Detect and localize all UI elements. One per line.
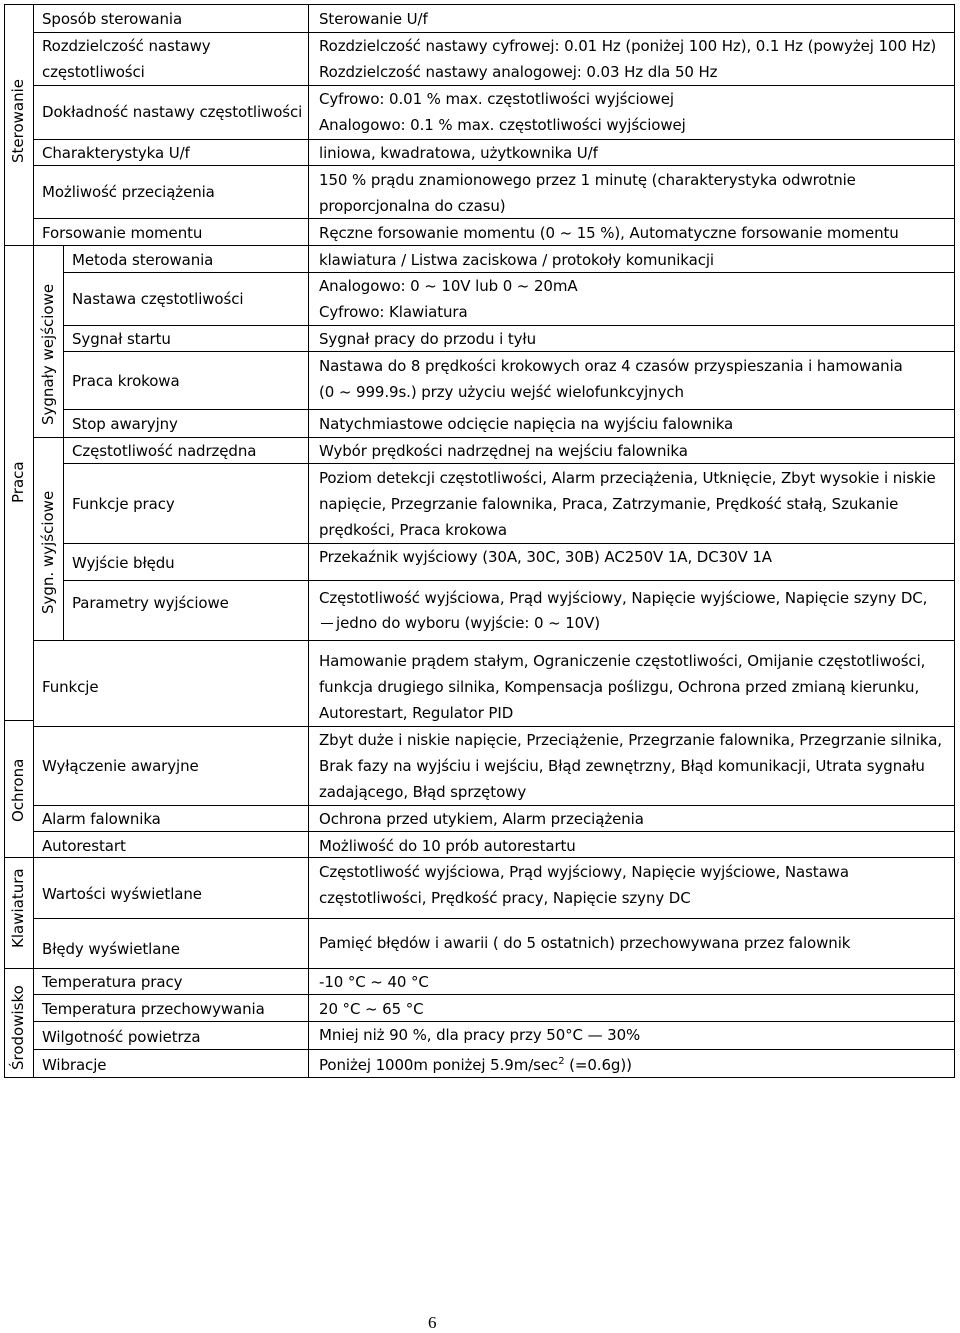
label-temp-pracy: Temperatura pracy xyxy=(42,973,183,991)
value-stop: Natychmiastowe odcięcie napięcia na wyjściu falownika xyxy=(319,415,734,433)
row-divider xyxy=(34,32,955,33)
row-divider xyxy=(64,272,955,273)
group-ochrona-label: Ochrona xyxy=(9,758,27,822)
value-funkcje-1: Hamowanie prądem stałym, Ograniczenie częstotliwości, Omijanie częstotliwości, xyxy=(319,652,926,670)
row-divider xyxy=(34,994,955,995)
page-number: 6 xyxy=(428,1313,437,1332)
group-divider-funkcje xyxy=(34,640,955,641)
row-divider xyxy=(64,325,955,326)
label-autorestart: Autorestart xyxy=(42,837,126,855)
value-wibracje-tail: (=0.6g)) xyxy=(564,1056,632,1074)
row-divider xyxy=(34,85,955,86)
label-nastawa: Nastawa częstotliwości xyxy=(72,290,244,308)
value-temp-pracy: -10 °C ~ 40 °C xyxy=(319,973,429,991)
value-sygnal-startu: Sygnał pracy do przodu i tyłu xyxy=(319,330,536,348)
subgroup-divider xyxy=(34,437,64,438)
value-wartosci-1: Częstotliwość wyjściowa, Prąd wyjściowy, Napięcie wyjściowe, Nastawa xyxy=(319,863,849,881)
row-divider xyxy=(34,165,955,166)
value-autorestart: Możliwość do 10 prób autorestartu xyxy=(319,837,576,855)
label-przeciazenie: Możliwość przeciążenia xyxy=(42,183,215,201)
value-praca-krokowa-1: Nastawa do 8 prędkości krokowych oraz 4 czasów przyspieszania i hamowania xyxy=(319,357,903,375)
row-divider xyxy=(34,1049,955,1050)
table-border-bottom xyxy=(4,1077,955,1078)
group-srodowisko-label: Środowisko xyxy=(9,985,27,1070)
row-divider xyxy=(64,409,955,410)
label-funkcje: Funkcje xyxy=(42,678,99,696)
value-forsowanie: Ręczne forsowanie momentu (0 ~ 15 %), Automatyczne forsowanie momentu xyxy=(319,224,899,242)
group-sygn-wyjsciowe-label: Sygn. wyjściowe xyxy=(39,490,57,614)
row-divider xyxy=(64,463,955,464)
label-rozdzielczosc-1: Rozdzielczość nastawy xyxy=(42,37,211,55)
group-praca-label: Praca xyxy=(9,461,27,503)
label-temp-przech: Temperatura przechowywania xyxy=(42,1000,265,1018)
row-divider xyxy=(34,918,955,919)
value-przeciazenie-1: 150 % prądu znamionowego przez 1 minutę (charakterystyka odwrotnie xyxy=(319,171,856,189)
value-wartosci-2: częstotliwości, Prędkość pracy, Napięcie szyny DC xyxy=(319,889,691,907)
label-wibracje: Wibracje xyxy=(42,1056,107,1074)
value-metoda: klawiatura / Listwa zaciskowa / protokoły komunikacji xyxy=(319,251,714,269)
group-divider-klawiatura xyxy=(4,857,34,858)
value-funkcje-3: Autorestart, Regulator PID xyxy=(319,704,514,722)
dash-mark xyxy=(321,623,333,624)
value-wilgotnosc: Mniej niż 90 %, dla pracy przy 50°C — 30% xyxy=(319,1026,641,1044)
value-dokladnosc-1: Cyfrowo: 0.01 % max. częstotliwości wyjściowej xyxy=(319,90,674,108)
value-rozdzielczosc-2: Rozdzielczość nastawy analogowej: 0.03 Hz dla 50 Hz xyxy=(319,63,718,81)
value-wibracje-exponent: 2 xyxy=(558,1056,565,1067)
row-divider xyxy=(64,580,955,581)
label-forsowanie: Forsowanie momentu xyxy=(42,224,203,242)
row-divider xyxy=(34,805,955,806)
value-parametry-1: Częstotliwość wyjściowa, Prąd wyjściowy, Napięcie wyjściowe, Napięcie szyny DC, xyxy=(319,589,928,607)
group-divider-srodowisko xyxy=(4,968,955,969)
value-funkcje-pracy-3: prędkości, Praca krokowa xyxy=(319,521,507,539)
row-divider xyxy=(34,1021,955,1022)
value-przeciazenie-2: proporcjonalna do czasu) xyxy=(319,197,506,215)
label-wilgotnosc: Wilgotność powietrza xyxy=(42,1028,201,1046)
value-alarm: Ochrona przed utykiem, Alarm przeciążenia xyxy=(319,810,644,828)
value-rozdzielczosc-1: Rozdzielczość nastawy cyfrowej: 0.01 Hz (poniżej 100 Hz), 0.1 Hz (powyżej 100 Hz) xyxy=(319,37,937,55)
label-stop: Stop awaryjny xyxy=(72,415,178,433)
value-bledy: Pamięć błędów i awarii ( do 5 ostatnich) przechowywana przez falownik xyxy=(319,934,851,952)
label-sygnal-startu: Sygnał startu xyxy=(72,330,171,348)
label-sposob-sterowania: Sposób sterowania xyxy=(42,10,183,28)
row-divider xyxy=(34,726,955,727)
label-funkcje-pracy: Funkcje pracy xyxy=(72,495,175,513)
label-alarm: Alarm falownika xyxy=(42,810,161,828)
value-wyjscie-bledu: Przekaźnik wyjściowy (30A, 30C, 30B) AC250V 1A, DC30V 1A xyxy=(319,548,772,566)
row-divider xyxy=(34,857,955,858)
value-wylaczenie-2: Brak fazy na wyjściu i wejściu, Błąd zewnętrzny, Błąd komunikacji, Utrata sygnału xyxy=(319,757,925,775)
table-border-left xyxy=(4,4,5,1077)
label-charakterystyka: Charakterystyka U/f xyxy=(42,144,190,162)
row-divider xyxy=(34,139,955,140)
label-rozdzielczosc-2: częstotliwości xyxy=(42,63,145,81)
value-parametry-2: jedno do wyboru (wyjście: 0 ~ 10V) xyxy=(336,614,601,632)
value-funkcje-pracy-1: Poziom detekcji częstotliwości, Alarm przeciążenia, Utknięcie, Zbyt wysokie i niskie xyxy=(319,469,936,487)
value-wylaczenie-1: Zbyt duże i niskie napięcie, Przeciążenie, Przegrzanie falownika, Przegrzanie silnika, xyxy=(319,731,942,749)
value-dokladnosc-2: Analogowo: 0.1 % max. częstotliwości wyjściowej xyxy=(319,116,686,134)
group-divider-ochrona xyxy=(4,720,34,721)
value-nadrzedna: Wybór prędkości nadrzędnej na wejściu falownika xyxy=(319,442,688,460)
label-metoda: Metoda sterowania xyxy=(72,251,214,269)
value-praca-krokowa-2: (0 ~ 999.9s.) przy użyciu wejść wielofunkcyjnych xyxy=(319,383,684,401)
group-sterowanie-label: Sterowanie xyxy=(9,78,27,163)
label-nadrzedna: Częstotliwość nadrzędna xyxy=(72,442,257,460)
label-parametry: Parametry wyjściowe xyxy=(72,594,229,612)
label-bledy: Błędy wyświetlane xyxy=(42,940,180,958)
row-divider xyxy=(64,437,955,438)
value-wibracje-main: Poniżej 1000m poniżej 5.9m/sec xyxy=(319,1056,559,1074)
row-divider xyxy=(34,831,955,832)
value-nastawa-1: Analogowo: 0 ~ 10V lub 0 ~ 20mA xyxy=(319,277,578,295)
value-charakterystyka: liniowa, kwadratowa, użytkownika U/f xyxy=(319,144,598,162)
row-divider xyxy=(64,543,955,544)
label-praca-krokowa: Praca krokowa xyxy=(72,372,180,390)
group-divider-praca xyxy=(4,245,955,246)
value-wylaczenie-3: zadającego, Błąd sprzętowy xyxy=(319,783,527,801)
value-funkcje-2: funkcja drugiego silnika, Kompensacja poślizgu, Ochrona przed zmianą kierunku, xyxy=(319,678,920,696)
value-temp-przech: 20 °C ~ 65 °C xyxy=(319,1000,424,1018)
label-wylaczenie: Wyłączenie awaryjne xyxy=(42,757,199,775)
value-nastawa-2: Cyfrowo: Klawiatura xyxy=(319,303,468,321)
value-funkcje-pracy-2: napięcie, Przegrzanie falownika, Praca, Zatrzymanie, Prędkość stałą, Szukanie xyxy=(319,495,899,513)
label-wyjscie-bledu: Wyjście błędu xyxy=(72,554,175,572)
table-border-top xyxy=(4,4,955,5)
row-divider xyxy=(64,351,955,352)
label-dokladnosc: Dokładność nastawy częstotliwości xyxy=(42,103,303,121)
group-sygnaly-wejsciowe-label: Sygnały wejściowe xyxy=(39,283,57,425)
row-divider xyxy=(34,218,955,219)
value-sposob-sterowania: Sterowanie U/f xyxy=(319,10,428,28)
label-wartosci: Wartości wyświetlane xyxy=(42,885,202,903)
group-klawiatura-label: Klawiatura xyxy=(9,868,27,948)
value-wibracje xyxy=(319,1056,632,1074)
